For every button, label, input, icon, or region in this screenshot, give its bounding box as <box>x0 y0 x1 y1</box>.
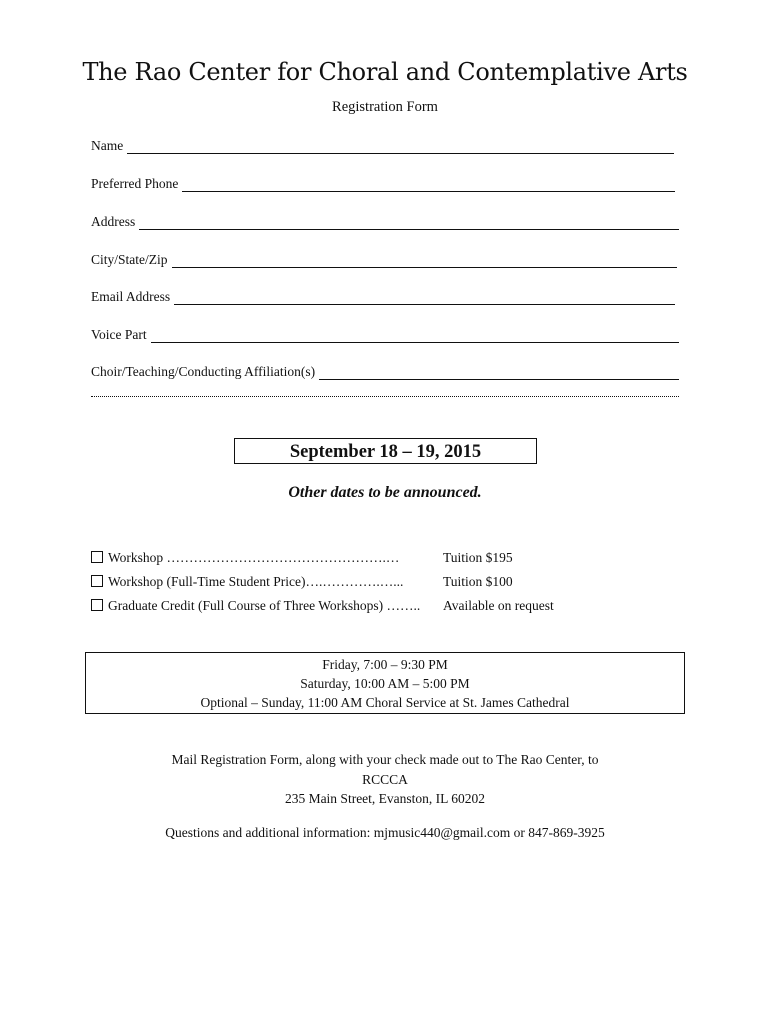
affiliation-continuation-line[interactable] <box>91 396 679 397</box>
name-input[interactable] <box>127 141 674 154</box>
address-input[interactable] <box>139 217 679 230</box>
affiliation-label: Choir/Teaching/Conducting Affiliation(s) <box>91 364 316 379</box>
contact-info: Questions and additional information: mjmusic440@gmail.com or 847-869-3925 <box>165 825 605 840</box>
address-field <box>91 214 679 230</box>
phone-label: Preferred Phone <box>91 176 179 191</box>
graduate-credit-checkbox[interactable] <box>91 599 103 611</box>
student-workshop-option <box>91 574 513 590</box>
mailing-line-3: 235 Main Street, Evanston, IL 60202 <box>284 791 486 806</box>
schedule-sunday: Optional – Sunday, 11:00 AM Choral Service at St. James Cathedral <box>200 695 570 710</box>
workshop-option-price: Tuition $195 <box>443 550 513 565</box>
student-workshop-option-price: Tuition $100 <box>443 574 513 589</box>
phone-field <box>91 176 675 192</box>
email-label: Email Address <box>91 289 171 304</box>
address-label: Address <box>91 214 136 229</box>
city-state-zip-field <box>91 252 677 268</box>
form-subtitle: Registration Form <box>332 99 438 115</box>
workshop-option-label: Workshop ………………………………………….… <box>108 550 400 565</box>
graduate-credit-option-label: Graduate Credit (Full Course of Three Workshops) …….. <box>108 598 421 613</box>
workshop-option <box>91 550 513 566</box>
workshop-checkbox[interactable] <box>91 551 103 563</box>
event-dates-box: September 18 – 19, 2015 <box>234 438 537 464</box>
phone-input[interactable] <box>182 179 675 192</box>
voice-part-input[interactable] <box>151 330 679 343</box>
graduate-credit-option-price: Available on request <box>443 598 554 613</box>
student-workshop-checkbox[interactable] <box>91 575 103 587</box>
name-field <box>91 138 674 154</box>
voice-part-label: Voice Part <box>91 327 147 342</box>
form-title: The Rao Center for Choral and Contemplative Arts <box>82 58 688 86</box>
schedule-box <box>85 652 685 714</box>
voice-part-field <box>91 327 679 343</box>
schedule-friday: Friday, 7:00 – 9:30 PM <box>322 657 448 672</box>
graduate-credit-option <box>91 598 554 614</box>
mailing-line-1: Mail Registration Form, along with your check made out to The Rao Center, to <box>171 752 599 767</box>
email-input[interactable] <box>174 292 675 305</box>
name-label: Name <box>91 138 124 153</box>
affiliation-input[interactable] <box>319 367 679 380</box>
city-state-zip-label: City/State/Zip <box>91 252 168 267</box>
affiliation-field <box>91 364 679 380</box>
student-workshop-option-label: Workshop (Full-Time Student Price)….………….…... <box>108 574 404 589</box>
schedule-saturday: Saturday, 10:00 AM – 5:00 PM <box>300 676 470 691</box>
email-field <box>91 289 675 305</box>
mailing-line-2: RCCCA <box>362 771 408 787</box>
mailing-instructions <box>0 750 770 809</box>
city-state-zip-input[interactable] <box>172 255 678 268</box>
other-dates-note: Other dates to be announced. <box>288 484 482 501</box>
